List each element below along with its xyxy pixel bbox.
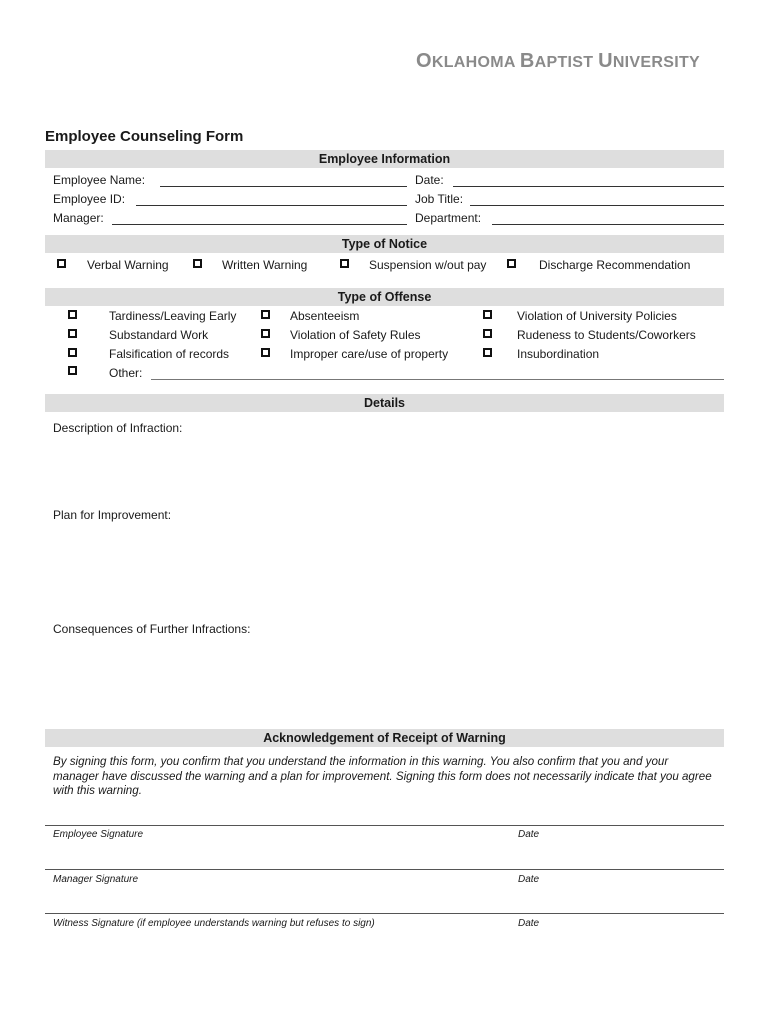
employee-date-label: Date xyxy=(518,829,540,840)
discharge-checkbox[interactable] xyxy=(507,259,516,268)
rudeness-checkbox[interactable] xyxy=(483,329,492,338)
university-policies-checkbox[interactable] xyxy=(483,310,492,319)
job-title-label: Job Title: xyxy=(415,192,464,206)
date-label: Date: xyxy=(415,173,444,187)
insubordination-checkbox[interactable] xyxy=(483,348,492,357)
witness-signature-line[interactable] xyxy=(45,913,724,914)
other-label: Other: xyxy=(109,366,143,380)
falsification-label: Falsification of records xyxy=(109,347,230,361)
employee-name-field[interactable] xyxy=(160,186,407,187)
substandard-work-checkbox[interactable] xyxy=(68,329,77,338)
manager-label: Manager: xyxy=(53,211,104,225)
acknowledgement-heading: Acknowledgement of Receipt of Warning xyxy=(45,729,724,747)
improper-care-checkbox[interactable] xyxy=(261,348,270,357)
improper-care-label: Improper care/use of property xyxy=(290,347,449,361)
employee-name-label: Employee Name: xyxy=(53,173,146,187)
employee-id-field[interactable] xyxy=(136,205,407,206)
absenteeism-label: Absenteeism xyxy=(290,309,360,323)
manager-field[interactable] xyxy=(112,224,407,225)
suspension-checkbox[interactable] xyxy=(340,259,349,268)
manager-date-label: Date xyxy=(518,874,540,885)
employee-signature-line[interactable] xyxy=(45,825,724,826)
job-title-field[interactable] xyxy=(470,205,724,206)
verbal-warning-checkbox[interactable] xyxy=(57,259,66,268)
safety-rules-checkbox[interactable] xyxy=(261,329,270,338)
substandard-work-label: Substandard Work xyxy=(109,328,209,342)
details-heading: Details xyxy=(45,394,724,412)
other-checkbox[interactable] xyxy=(68,366,77,375)
employee-signature-label: Employee Signature xyxy=(53,829,144,840)
employee-id-label: Employee ID: xyxy=(53,192,126,206)
suspension-label: Suspension w/out pay xyxy=(369,258,487,272)
university-policies-label: Violation of University Policies xyxy=(517,309,677,323)
verbal-warning-label: Verbal Warning xyxy=(87,258,169,272)
manager-signature-label: Manager Signature xyxy=(53,874,139,885)
acknowledgement-text: By signing this form, you confirm that you understand the information in this warning. You also confirm that you and your manager have discussed the warning and a plan for improvement. Signing this form does not necessarily indicate that you agree with this warning. xyxy=(53,755,712,797)
department-label: Department: xyxy=(415,211,482,225)
manager-signature-line[interactable] xyxy=(45,869,724,870)
discharge-label: Discharge Recommendation xyxy=(539,258,691,272)
date-field[interactable] xyxy=(453,186,724,187)
other-field[interactable] xyxy=(151,379,724,380)
plan-label: Plan for Improvement: xyxy=(53,508,172,522)
notice-heading: Type of Notice xyxy=(45,235,724,253)
falsification-checkbox[interactable] xyxy=(68,348,77,357)
description-label: Description of Infraction: xyxy=(53,421,183,435)
written-warning-checkbox[interactable] xyxy=(193,259,202,268)
tardiness-checkbox[interactable] xyxy=(68,310,77,319)
insubordination-label: Insubordination xyxy=(517,347,600,361)
witness-signature-label: Witness Signature (if employee understands warning but refuses to sign) xyxy=(53,918,375,929)
employee-info-heading: Employee Information xyxy=(45,150,724,168)
form-title: Employee Counseling Form xyxy=(45,128,244,145)
univ-word-2: BAPTIST xyxy=(519,50,599,72)
rudeness-label: Rudeness to Students/Coworkers xyxy=(517,328,696,342)
offense-heading: Type of Offense xyxy=(45,288,724,306)
univ-word-1: OKLAHOMA xyxy=(416,50,520,72)
absenteeism-checkbox[interactable] xyxy=(261,310,270,319)
university-name xyxy=(416,50,700,73)
safety-rules-label: Violation of Safety Rules xyxy=(290,328,421,342)
consequences-label: Consequences of Further Infractions: xyxy=(53,622,251,636)
witness-date-label: Date xyxy=(518,918,540,929)
department-field[interactable] xyxy=(492,224,724,225)
tardiness-label: Tardiness/Leaving Early xyxy=(109,309,237,323)
univ-word-3: UNIVERSITY xyxy=(598,50,700,72)
written-warning-label: Written Warning xyxy=(222,258,308,272)
